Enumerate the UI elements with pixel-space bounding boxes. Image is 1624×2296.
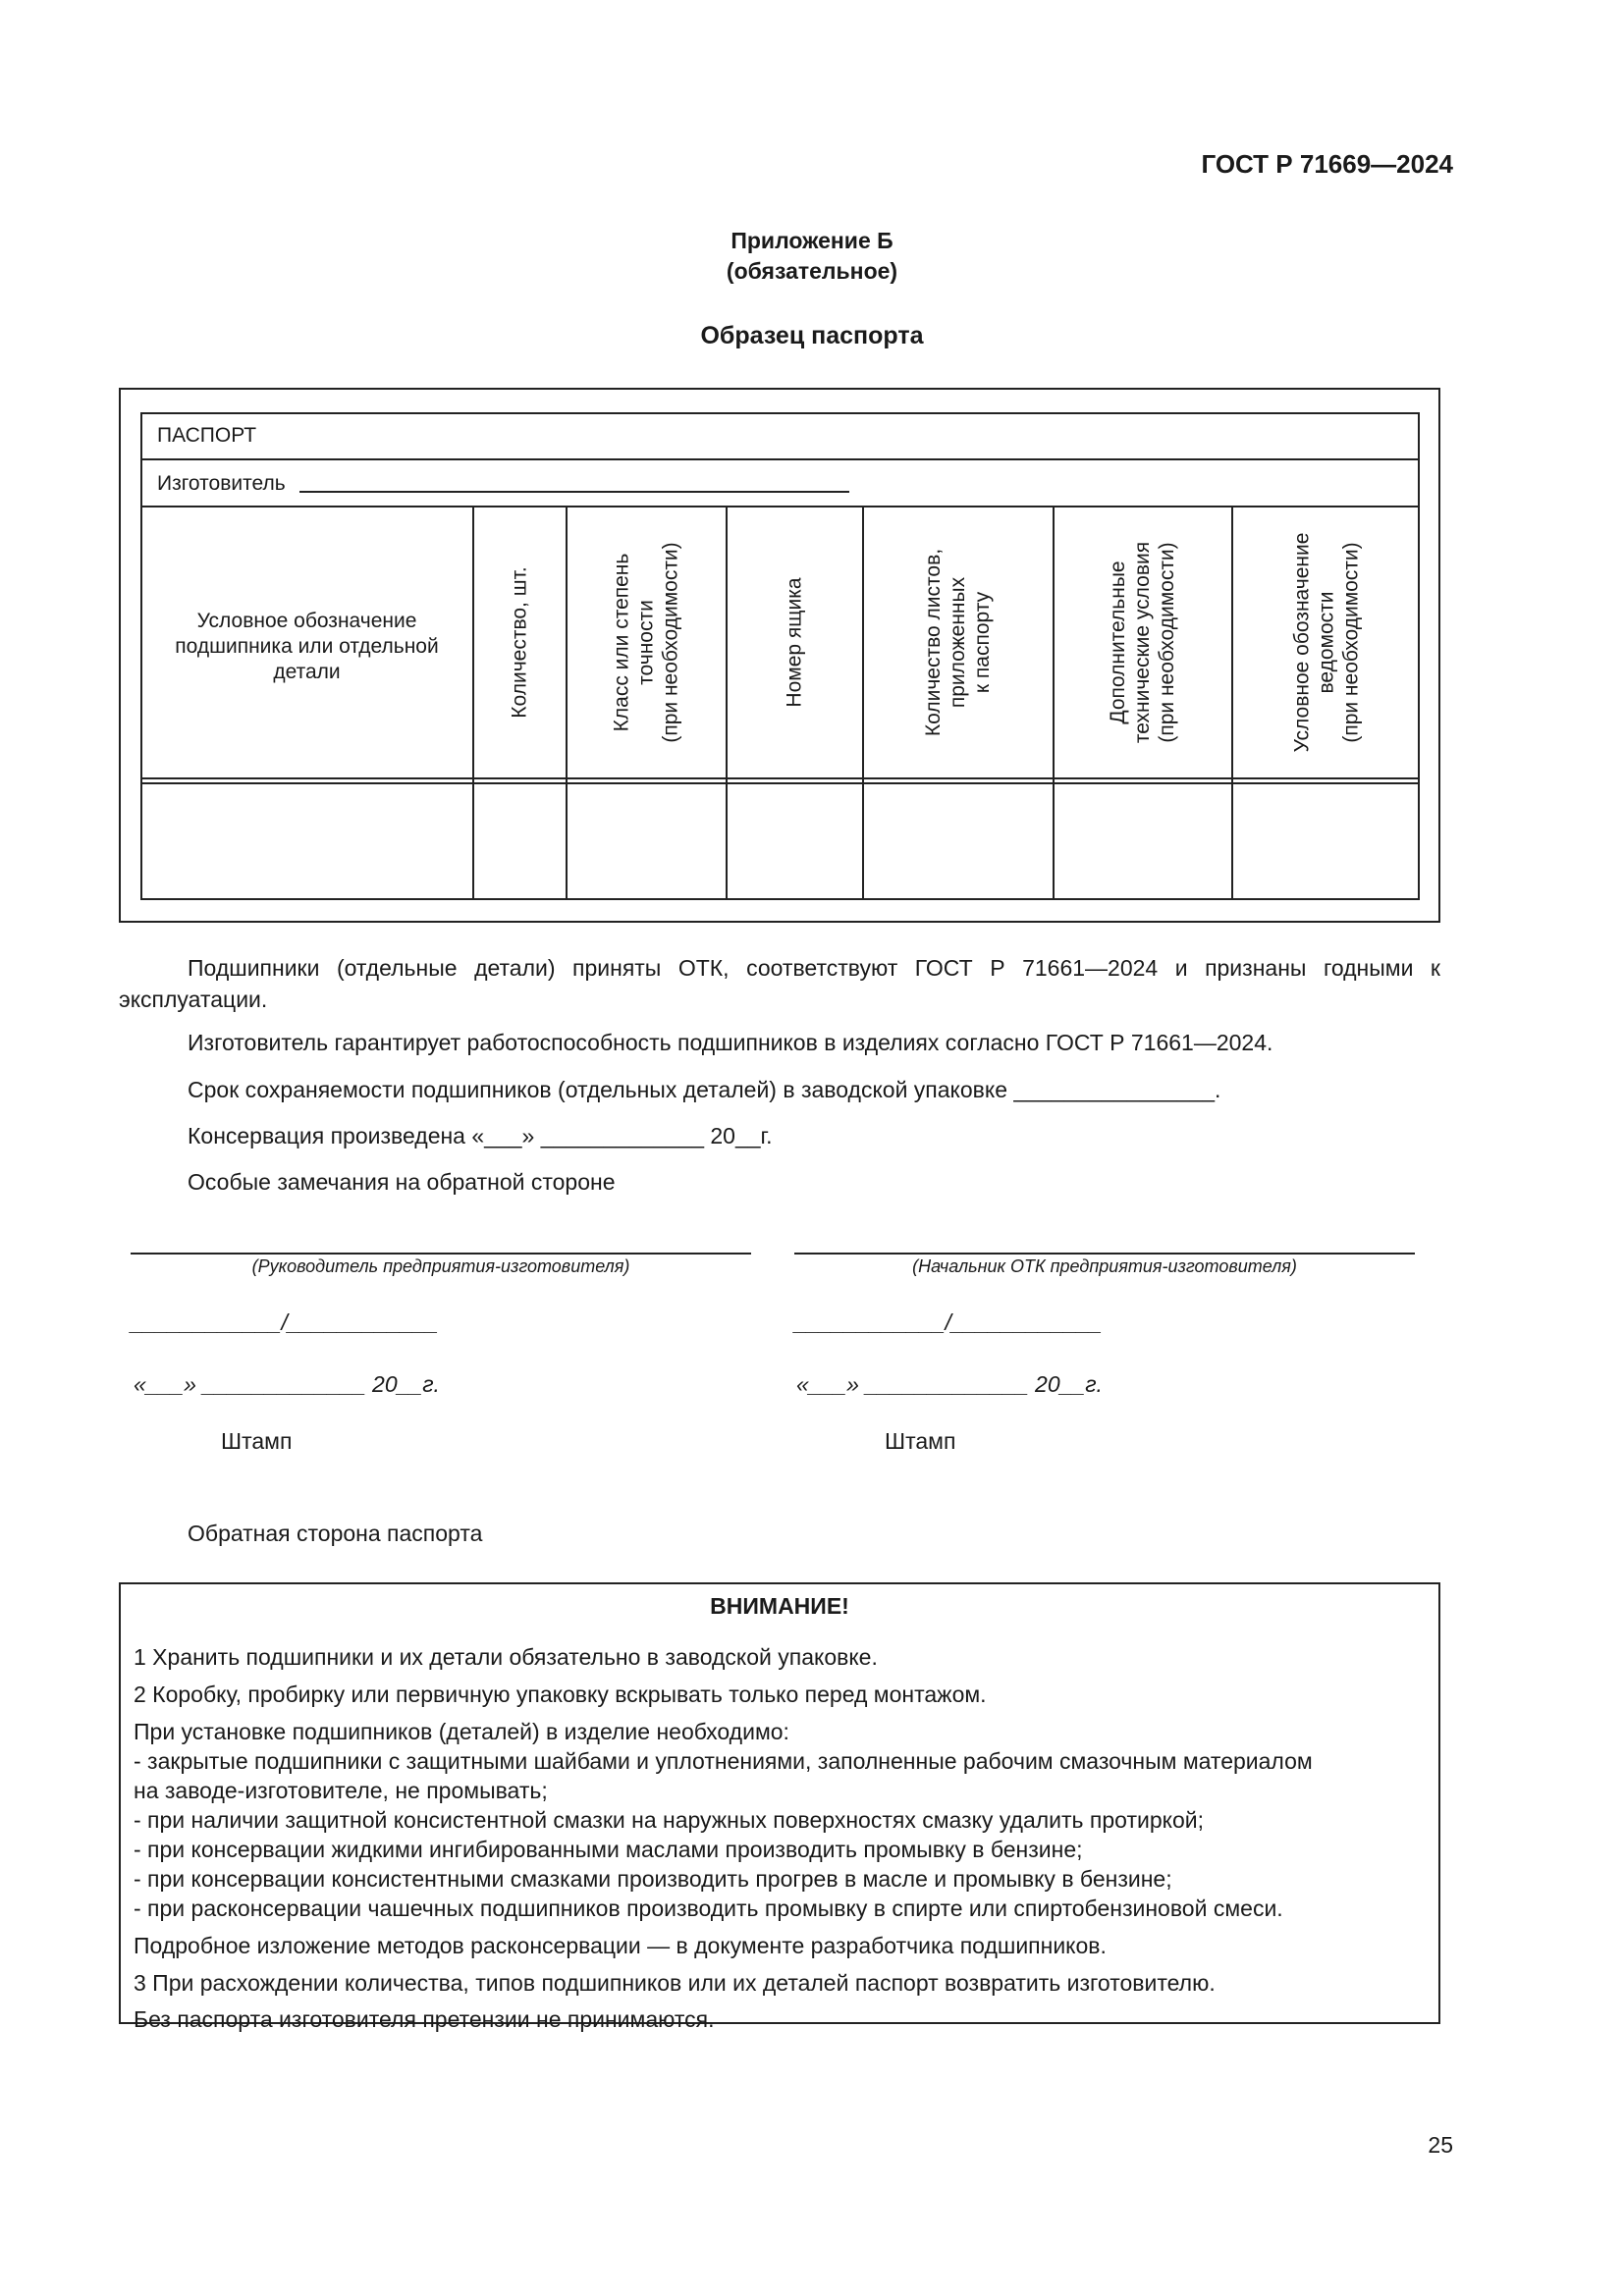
notes-paragraph: Особые замечания на обратной стороне — [188, 1169, 616, 1195]
director-name-line[interactable]: ____________/____________ — [131, 1309, 439, 1335]
attention-line: на заводе-изготовителе, не промывать; — [134, 1778, 548, 1803]
attention-line: - при расконсервации чашечных подшипников производить промывку в спирте или спиртобензиновой смеси. — [134, 1896, 1283, 1921]
attention-title: ВНИМАНИЕ! — [710, 1593, 849, 1619]
maker-label: Изготовитель — [157, 472, 286, 495]
acceptance-paragraph: Подшипники (отдельные детали) приняты ОТК, соответствуют ГОСТ Р 71661—2024 и признаны годными к эксплуатации. — [119, 955, 1440, 1012]
attention-line: - при наличии защитной консистентной смазки на наружных поверхностях смазку удалить протиркой; — [134, 1807, 1204, 1833]
column-header-accuracy-class: Класс или степень точности (при необходимости) — [611, 542, 683, 743]
qc-head-name-line[interactable]: ____________/____________ — [794, 1309, 1103, 1335]
column-header-statement-designation: Условное обозначение ведомости (при необходимости) — [1290, 532, 1363, 753]
section-title: Образец паспорта — [700, 322, 924, 349]
page-number: 25 — [1428, 2132, 1453, 2158]
reverse-side-label: Обратная сторона паспорта — [188, 1521, 483, 1546]
column-header-quantity: Количество, шт. — [509, 566, 532, 719]
attention-line: Подробное изложение методов расконсервации — в документе разработчика подшипников. — [134, 1933, 1107, 1958]
maker-field[interactable] — [299, 491, 849, 493]
director-stamp-label: Штамп — [221, 1428, 293, 1454]
passport-row-divider — [140, 458, 1420, 460]
qc-head-caption: (Начальник ОТК предприятия-изготовителя) — [912, 1256, 1297, 1276]
attention-line: Без паспорта изготовителя претензии не принимаются. — [134, 2006, 715, 2032]
attention-line: - закрытые подшипники с защитными шайбами и уплотнениями, заполненные рабочим смазочным материалом — [134, 1748, 1313, 1774]
attention-line: 1 Хранить подшипники и их детали обязательно в заводской упаковке. — [134, 1644, 878, 1670]
attention-line: - при консервации жидкими ингибированными маслами производить промывку в бензине; — [134, 1837, 1083, 1862]
attention-line: 3 При расхождении количества, типов подшипников или их деталей паспорт возвратить изготовителю. — [134, 1970, 1216, 1996]
passport-label: ПАСПОРТ — [157, 424, 257, 447]
passport-row-divider — [140, 782, 1420, 784]
attention-line: - при консервации консистентными смазками производить прогрев в масле и промывку в бензине; — [134, 1866, 1172, 1892]
attention-line: 2 Коробку, пробирку или первичную упаковку вскрывать только перед монтажом. — [134, 1682, 987, 1707]
column-header-box-number: Номер ящика — [784, 577, 806, 708]
column-header-sheet-count: Количество листов, приложенных к паспорту — [922, 548, 995, 737]
document-code: ГОСТ Р 71669—2024 — [1201, 149, 1453, 179]
conservation-paragraph: Консервация произведена «___» _____________ 20__г. — [188, 1123, 773, 1148]
appendix-title: Приложение Б — [731, 228, 893, 253]
qc-head-signature-line[interactable] — [794, 1253, 1415, 1255]
director-signature-line[interactable] — [131, 1253, 751, 1255]
column-header-designation: Условное обозначение подшипника или отдельной детали — [175, 610, 439, 683]
director-date-line[interactable]: «___» _____________ 20__г. — [134, 1371, 440, 1397]
qc-head-date-line[interactable]: «___» _____________ 20__г. — [796, 1371, 1103, 1397]
director-caption: (Руководитель предприятия-изготовителя) — [251, 1256, 630, 1276]
column-header-extra-conditions: Дополнительные технические условия (при необходимости) — [1107, 541, 1179, 744]
attention-line: При установке подшипников (деталей) в изделие необходимо: — [134, 1719, 789, 1744]
shelf-life-paragraph: Срок сохраняемости подшипников (отдельных деталей) в заводской упаковке ________________. — [188, 1077, 1221, 1102]
appendix-kind: (обязательное) — [726, 258, 898, 284]
passport-row-divider — [140, 777, 1420, 779]
qc-head-stamp-label: Штамп — [885, 1428, 956, 1454]
guarantee-paragraph: Изготовитель гарантирует работоспособность подшипников в изделиях согласно ГОСТ Р 71661—2024. — [188, 1030, 1273, 1055]
